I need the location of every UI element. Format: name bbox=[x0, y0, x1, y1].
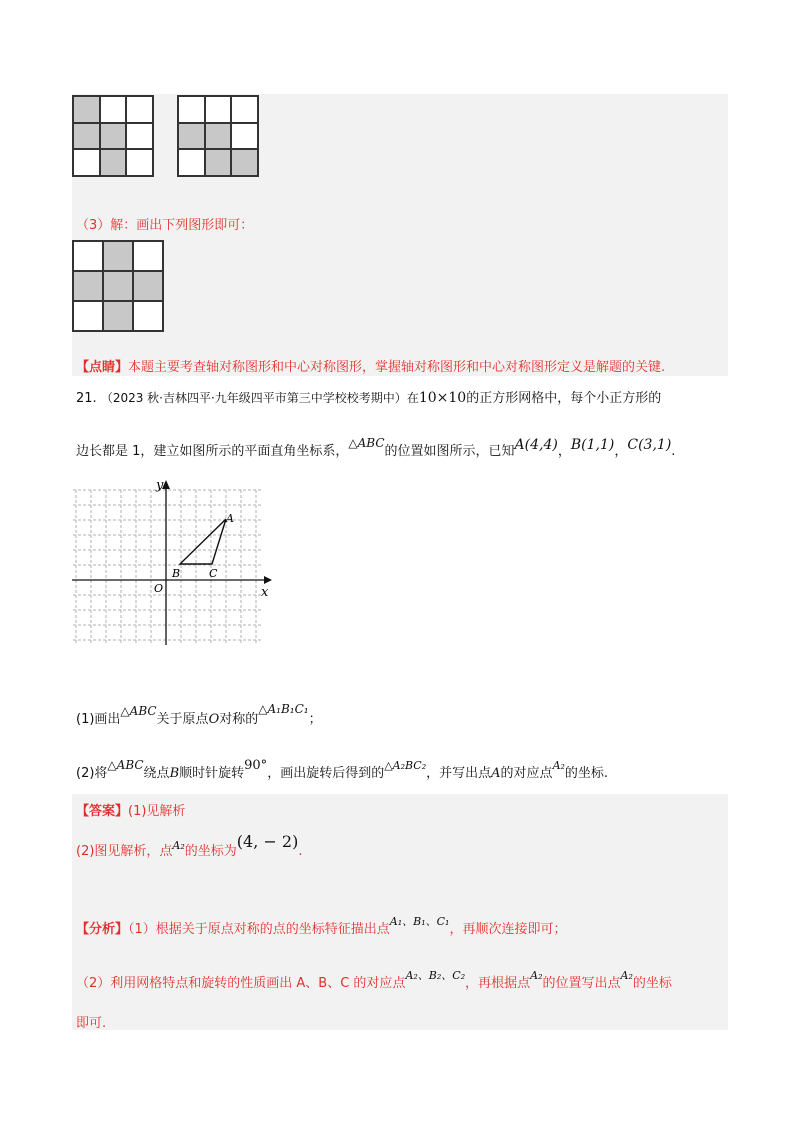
q2-pre: (2)将 bbox=[76, 766, 108, 781]
analysis-line-3: 即可. bbox=[76, 1016, 107, 1031]
point-c: C(3,1) bbox=[627, 437, 672, 453]
triangle-abc-shape bbox=[180, 519, 226, 564]
grid-cell bbox=[126, 96, 153, 123]
q2-mid2: 顺时针旋转 bbox=[179, 766, 245, 781]
grid-cell bbox=[231, 123, 258, 150]
grid-cell bbox=[126, 149, 153, 176]
q1-mid: 关于原点 bbox=[156, 712, 209, 727]
grid-figure-left bbox=[72, 95, 154, 177]
grid-cell bbox=[73, 149, 100, 176]
period: . bbox=[671, 444, 676, 459]
x-axis-arrow bbox=[264, 576, 272, 584]
q1-mid2: 对称的 bbox=[219, 712, 259, 727]
vertex-label-b: B bbox=[172, 567, 181, 580]
grid-cell bbox=[73, 301, 103, 331]
comment-text: 本题主要考查轴对称图形和中心对称图形，掌握轴对称图形和中心对称图形定义是解题的关键. bbox=[128, 360, 666, 375]
grid-cell bbox=[205, 96, 232, 123]
solution-block-top bbox=[72, 94, 728, 376]
analysis-line2-post: 的坐标 bbox=[632, 976, 672, 991]
separator: ， bbox=[557, 444, 571, 459]
origin-label: O bbox=[154, 582, 164, 595]
q2-triangle: △ABC bbox=[107, 758, 144, 772]
analysis-line1-post: ，再顺次连接即可； bbox=[449, 922, 567, 937]
analysis-line2-pre: （2）利用网格特点和旋转的性质画出 A、B、C 的对应点 bbox=[76, 976, 406, 991]
q2-point-a: A bbox=[491, 766, 501, 781]
problem-line2-a: 边长都是 1，建立如图所示的平面直角坐标系， bbox=[76, 444, 349, 459]
analysis-tag: 【分析】 bbox=[76, 922, 129, 937]
problem-line-1 bbox=[76, 387, 661, 406]
q2-end: 的坐标. bbox=[564, 766, 609, 781]
grid-cell bbox=[103, 301, 133, 331]
analysis-line2-mid2: 的位置写出点 bbox=[542, 976, 621, 991]
problem-line1-rest: 的正方形网格中，每个小正方形的 bbox=[466, 391, 662, 406]
grid-cell bbox=[231, 149, 258, 176]
answer-line-2 bbox=[76, 832, 303, 859]
grid-cell bbox=[205, 149, 232, 176]
answer-part2-pre: (2)图见解析，点 bbox=[76, 844, 173, 859]
q2-point-a2: A₂ bbox=[552, 759, 565, 772]
analysis-line2-mid: ，再根据点 bbox=[465, 976, 531, 991]
analysis-line-1 bbox=[76, 915, 567, 937]
grid-cell bbox=[126, 123, 153, 150]
answer-line-1 bbox=[76, 800, 185, 819]
q2-mid3: ，画出旋转后得到的 bbox=[267, 766, 385, 781]
problem-line-2 bbox=[76, 436, 676, 459]
analysis-a2b: A₂ bbox=[620, 969, 633, 982]
grid-figure-answer bbox=[72, 240, 164, 332]
grid-cell bbox=[73, 96, 100, 123]
q1-end: ； bbox=[308, 712, 322, 727]
grid-cell bbox=[178, 123, 205, 150]
answer-part1: (1)见解析 bbox=[128, 804, 186, 819]
problem-line2-b: 的位置如图所示，已知 bbox=[384, 444, 515, 459]
q1-target-triangle: △A₁B₁C₁ bbox=[258, 702, 309, 716]
q1-triangle: △ABC bbox=[120, 704, 157, 718]
vertex-label-a: A bbox=[226, 512, 234, 525]
grid-cell bbox=[133, 301, 163, 331]
grid-cell bbox=[133, 241, 163, 271]
problem-number: 21. bbox=[76, 391, 97, 406]
grid-cell bbox=[100, 123, 127, 150]
question-2 bbox=[76, 758, 609, 781]
answer-part2-mid: 的坐标为 bbox=[184, 844, 237, 859]
problem-source: （2023 秋·吉林四平·九年级四平市第三中学校校考期中）在 bbox=[100, 391, 419, 405]
answer-coordinate: (4, − 2) bbox=[236, 832, 299, 851]
point-a: A(4,4) bbox=[514, 437, 558, 453]
answer-tag: 【答案】 bbox=[76, 804, 129, 819]
grid-cell bbox=[73, 123, 100, 150]
grid-cell bbox=[205, 123, 232, 150]
axis-label-x: x bbox=[261, 585, 269, 600]
grid-cell bbox=[103, 241, 133, 271]
analysis-a2: A₂ bbox=[530, 969, 543, 982]
grid-cell bbox=[100, 149, 127, 176]
analysis-line-2 bbox=[76, 969, 672, 991]
axis-label-y: y bbox=[156, 478, 164, 493]
q1-origin: O bbox=[208, 712, 220, 727]
grid-cell bbox=[103, 271, 133, 301]
analysis-line2-points: A₂、B₂、C₂ bbox=[405, 969, 466, 982]
q2-target-triangle: △A₂BC₂ bbox=[384, 759, 427, 772]
grid-size: 10×10 bbox=[418, 390, 467, 406]
triangle-abc: △ABC bbox=[348, 436, 385, 450]
analysis-line1-points: A₁、B₁、C₁ bbox=[389, 915, 450, 928]
q2-mid: 绕点 bbox=[143, 766, 170, 781]
separator: ， bbox=[614, 444, 628, 459]
step3-text: （3）解：画出下列图形即可： bbox=[76, 218, 254, 233]
coordinate-grid-figure bbox=[66, 475, 286, 655]
q1-pre: (1)画出 bbox=[76, 712, 121, 727]
grid-cell bbox=[73, 241, 103, 271]
answer-end: . bbox=[298, 844, 303, 859]
q2-mid5: 的对应点 bbox=[500, 766, 553, 781]
grid-figure-right bbox=[177, 95, 259, 177]
q2-mid4: ，并写出点 bbox=[426, 766, 492, 781]
grid-cell bbox=[133, 271, 163, 301]
answer-a2: A₂ bbox=[172, 839, 185, 852]
vertex-label-c: C bbox=[209, 567, 218, 580]
question-1 bbox=[76, 702, 322, 727]
q2-point-b: B bbox=[169, 766, 180, 781]
grid-cell bbox=[73, 271, 103, 301]
grid-cell bbox=[178, 96, 205, 123]
analysis-line1-pre: （1）根据关于原点对称的点的坐标特征描出点 bbox=[128, 922, 390, 937]
grid-cell bbox=[178, 149, 205, 176]
grid-cell bbox=[231, 96, 258, 123]
q2-angle: 90° bbox=[244, 758, 268, 773]
comment-line bbox=[76, 356, 665, 375]
grid-cell bbox=[100, 96, 127, 123]
point-b: B(1,1) bbox=[570, 437, 615, 453]
answer-block bbox=[72, 794, 728, 1030]
comment-tag: 【点睛】 bbox=[76, 360, 129, 375]
